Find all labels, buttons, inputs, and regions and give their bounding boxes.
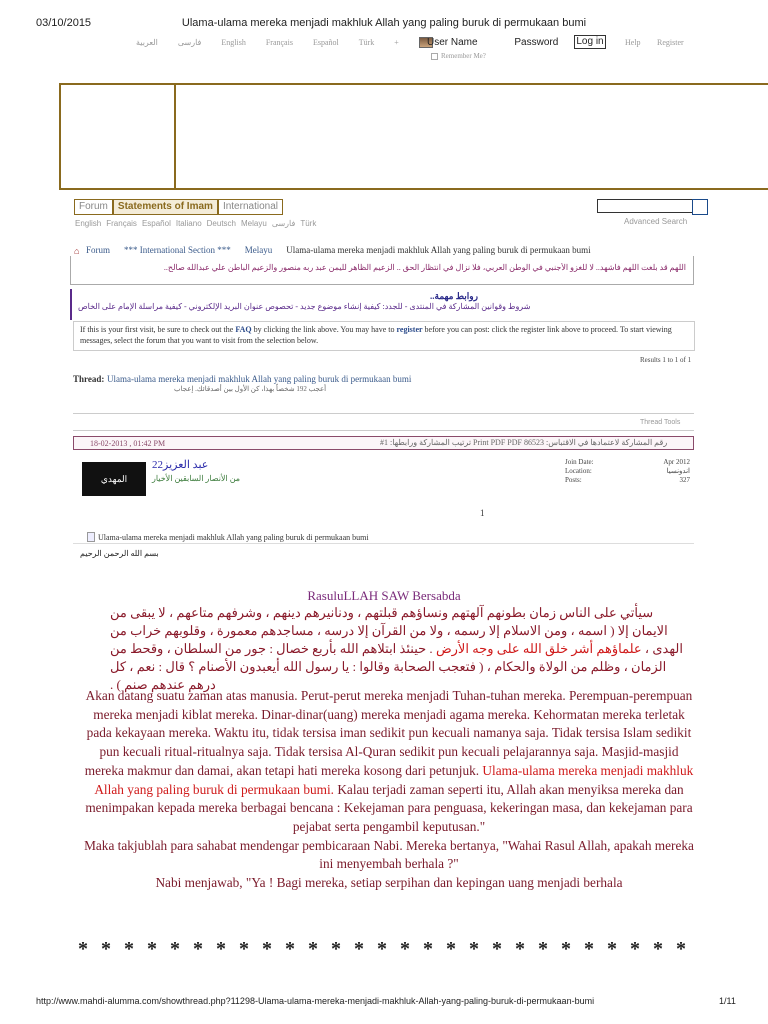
avatar[interactable]: ﺍﻟﻤﻬﺪﻱ <box>82 462 146 496</box>
malay-translation <box>80 687 698 893</box>
posts-label: Posts: <box>565 476 582 484</box>
malay-text-4: Nabi menjawab, "Ya ! Bagi mereka, setiap serpihan dan kepingan uang menjadi berhala <box>155 875 623 891</box>
breadcrumb <box>74 245 591 255</box>
forum-lang-farsi[interactable]: فارسی <box>271 219 296 228</box>
important-links-title: روابط مهمة.. <box>430 291 478 301</box>
thread-label: Thread: <box>73 374 105 384</box>
location-value: اندونسيا <box>666 467 690 475</box>
lang-farsi[interactable]: فارسی <box>177 38 202 47</box>
register-link[interactable]: Register <box>657 38 684 47</box>
site-banner <box>59 83 768 190</box>
notice-text-2: by clicking the link above. You may have to <box>251 325 397 334</box>
remember-checkbox[interactable] <box>431 53 438 60</box>
document-icon <box>87 532 95 542</box>
stars-divider: * * * * * * * * * * * * * * * * * * * * * * * * * * * <box>78 938 690 960</box>
forum-languages <box>75 219 321 228</box>
banner-divider <box>174 85 176 188</box>
home-icon[interactable]: ⌂ <box>74 246 80 256</box>
thread-tools-bar <box>73 413 694 431</box>
join-date-value: Apr 2012 <box>663 458 690 466</box>
forum-lang-italian[interactable]: Italiano <box>175 219 202 228</box>
forum-lang-spanish[interactable]: Español <box>141 219 171 228</box>
remember-label: Remember Me? <box>441 52 486 60</box>
login-button[interactable]: Log in <box>574 35 606 49</box>
lang-arabic[interactable]: العربية <box>136 38 158 47</box>
arabic-text-2: . حينئذ ابتلاهم الله بأربع خصال : جور من السلطان ، وقحط من الزمان ، وظلم من الولاة والحكام ، ( فتعجب الصحابة وقالوا : يا رسول الله أيعبدون الأصنام ؟ قال : نعم ، كل درهم عندهم صنم ) . <box>110 641 667 692</box>
advanced-search-link[interactable]: Advanced Search <box>624 217 688 226</box>
arabic-highlight: علماؤهم أشر خلق الله على وجه الأرض <box>435 641 642 656</box>
post-page-number: 1 <box>480 508 485 518</box>
language-bar <box>136 37 453 48</box>
print-page-number: 1/11 <box>719 996 736 1006</box>
login-labels <box>427 37 592 48</box>
user-info-labels <box>565 458 594 485</box>
lang-more[interactable]: + <box>394 38 399 47</box>
forum-lang-turkish[interactable]: Türk <box>300 219 317 228</box>
notice-text-3: before you can post: click the register link above to proceed. To start viewing messages, select the forum that you want to visit from the selection below. <box>80 325 672 345</box>
first-visit-notice <box>73 321 695 351</box>
breadcrumb-melayu[interactable]: Melayu <box>244 245 273 255</box>
remember-me[interactable] <box>431 52 486 60</box>
lang-english[interactable]: English <box>221 38 246 47</box>
post-title-row <box>87 532 369 542</box>
forum-lang-english[interactable]: English <box>75 219 102 228</box>
arabic-text-1: سيأتي على الناس زمان بطونهم آلهتهم ونساؤهم قبلتهم ، ودنانيرهم دينهم ، وشرفهم متاعهم ، لا يبقى من الايمان إلا ( اسمه ، ومن الاسلام إلا رسمه ، ولا من القرآن إلا درسه ، مساجدهم معمورة ، وقلوبهم خراب من الهدى ، <box>110 605 683 656</box>
bismillah: بسم الله الرحمن الرحيم <box>80 549 159 558</box>
hadith-title: RasuluLLAH SAW Bersabda <box>307 588 461 603</box>
posts-value: 327 <box>679 476 690 484</box>
lang-spanish[interactable]: Español <box>312 38 339 47</box>
help-link[interactable]: Help <box>625 38 641 47</box>
print-date: 03/10/2015 <box>36 17 92 29</box>
nav-tabs <box>74 199 283 215</box>
lang-french[interactable]: Français <box>265 38 293 47</box>
join-date-label: Join Date: <box>565 458 594 466</box>
malay-text-2: Kalau terjadi zaman seperti itu, Allah akan menyiksa mereka dan menimpakan kepada mereka berbagai bencana : Kekejaman para penguasa, kekeringan masa, dan kekejaman para pejabat serta pengambil keputusan." <box>85 781 693 834</box>
forum-lang-french[interactable]: Français <box>106 219 137 228</box>
lang-turkish[interactable]: Türk <box>358 38 375 47</box>
user-title: من الأنصار السابقين الأخيار <box>152 474 241 483</box>
results-count: Results 1 to 1 of 1 <box>640 356 692 364</box>
breadcrumb-forum[interactable]: Forum <box>86 245 111 255</box>
password-label[interactable]: Password <box>514 37 559 48</box>
forum-lang-malay[interactable]: Melayu <box>241 219 267 228</box>
post-title: Ulama-ulama mereka menjadi makhluk Allah yang paling buruk di permukaan bumi <box>98 532 369 542</box>
tab-international[interactable]: International <box>218 199 283 215</box>
print-url: http://www.mahdi-alumma.com/showthread.php?11298-Ulama-ulama-mereka-menjadi-makhluk-Allah-yang-paling-buruk-di-permukaan-bumi <box>36 996 595 1006</box>
faq-link[interactable]: FAQ <box>235 325 252 334</box>
thread-tools-button[interactable]: Thread Tools <box>640 419 681 426</box>
tab-statements[interactable]: Statements of Imam <box>113 199 218 215</box>
notice-text-1: If this is your first visit, be sure to check out the <box>80 325 236 334</box>
print-title: Ulama-ulama mereka menjadi makhluk Allah yang paling buruk di permukaan bumi <box>181 17 587 29</box>
search-input[interactable] <box>597 199 693 213</box>
notice-register-link[interactable]: register <box>396 325 423 334</box>
news-marquee: اللهم قد بلغت اللهم فاشهد.. لا للغزو الأجنبي في الوطن العربي، فلا نزال في انتظار الحق .. الزعيم الظاهر لليمن عبد ربه منصور والزعيم الباطن علي عبدالله صالح.. <box>163 263 686 272</box>
malay-text-1: Akan datang suatu zaman atas manusia. Perut-perut mereka menjadi Tuhan-tuhan mereka. Perempuan-perempuan mereka menjadi kiblat mereka. Dinar-dinar(uang) mereka menjadi agama mereka. Kehormatan mereka terletak pada kekayaan mereka. Waktu itu, tidak tersisa iman sedikit pun kecuali namanya saja. Tidak tersisa Islam sedikit pun kecuali ritual-ritualnya saja. Tidak tersisa Al-Quran sedikit pun kecuali pelajarannya saja. Masjid-masjid mereka makmur dan damai, akan tetapi hati mereka kosong dari petunjuk. <box>84 688 693 778</box>
breadcrumb-current: Ulama-ulama mereka menjadi makhluk Allah yang paling buruk di permukaan bumi <box>286 245 591 255</box>
user-info-values <box>630 458 690 485</box>
breadcrumb-international[interactable]: *** International Section *** <box>124 245 231 255</box>
location-label: Location: <box>565 467 592 475</box>
post-divider <box>73 543 694 544</box>
arabic-hadith <box>110 604 690 694</box>
post-meta[interactable]: رقم المشاركة لاعتمادها في الاقتباس: 86523 Print PDF PDF ترتيب المشاركة ورابطها: 1# <box>380 438 668 447</box>
important-links[interactable]: شروط وقوانين المشاركة في المنتدى - للجدد: كيفية إنشاء موضوع جديد - تحصوص عنوان البريد الإلكتروني - كيفية مراسلة الإمام على الخاص <box>78 302 531 311</box>
like-bar[interactable]: أعجب 192 شخصاً بهذا، كن الأول بين أصدقائك. إعجاب <box>174 385 327 393</box>
malay-highlight: Ulama-ulama mereka menjadi makhluk Allah yang paling buruk di permukaan bumi. <box>94 762 694 797</box>
search-button[interactable] <box>692 199 708 215</box>
thread-title-link[interactable]: Ulama-ulama mereka menjadi makhluk Allah yang paling buruk di permukaan bumi <box>107 374 412 384</box>
malay-text-3: Maka takjublah para sahabat mendengar pembicaraan Nabi. Mereka bertanya, "Wahai Rasul Allah, apakah mereka ini menyembah berhala ?" <box>84 837 694 872</box>
post-username[interactable]: عبد العزيز22 <box>152 459 209 471</box>
tab-forum[interactable]: Forum <box>74 199 113 215</box>
post-date: 18-02-2013 , 01:42 PM <box>90 439 166 448</box>
username-label[interactable]: User Name <box>427 37 478 48</box>
forum-lang-german[interactable]: Deutsch <box>206 219 237 228</box>
